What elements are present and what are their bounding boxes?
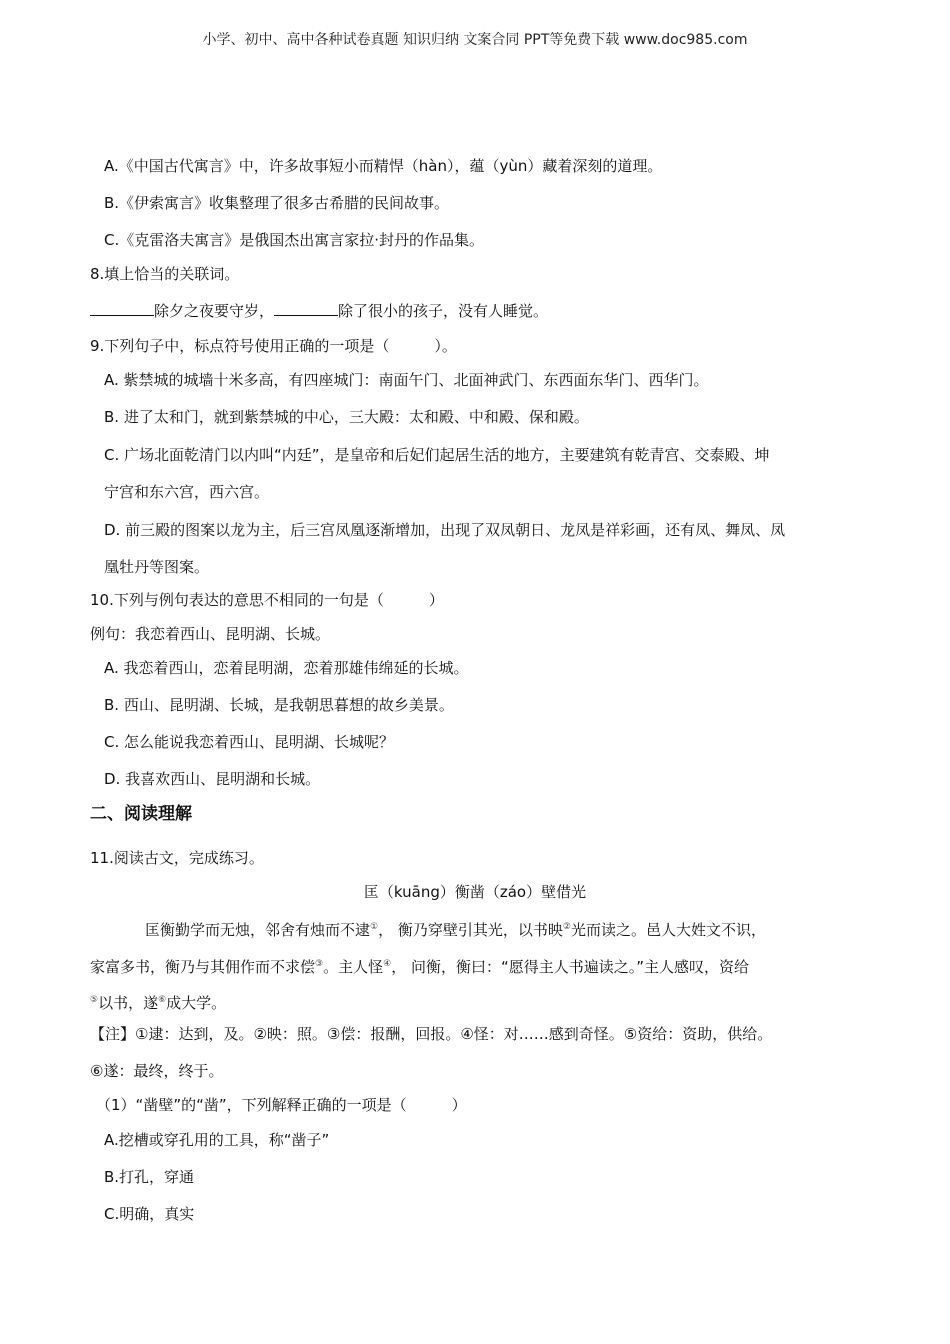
q8-title: 8.填上恰当的关联词。 [90,265,240,283]
q8-sentence [90,301,548,321]
notes-line-2: ⑥遂：最终，终于。 [90,1062,224,1080]
passage-line-3 [90,990,226,1013]
footnote-mark: ① [370,922,379,932]
page-header: 小学、初中、高中各种试卷真题 知识归纳 文案合同 PPT等免费下载 www.doc985.com [202,32,748,48]
q10-title: 10.下列与例句表达的意思不相同的一句是（ ） [90,591,444,609]
passage-text: 家富多书，衡乃与其佣作而不求偿 [90,958,316,976]
q10-option-c: C. 怎么能说我恋着西山、昆明湖、长城呢？ [104,733,395,751]
sub1-option-c: C.明确，真实 [104,1205,195,1223]
q7-option-b: B.《伊索寓言》收集整理了很多古希腊的民间故事。 [104,194,450,212]
q9-option-d: D. 前三殿的图案以龙为主，后三宫凤凰逐渐增加，出现了双凤朝日、龙凤是祥彩画，还有凤、舞凤、凤 [104,521,786,539]
footnote-mark: ⑥ [158,995,167,1005]
q10-example: 例句：我恋着西山、昆明湖、长城。 [90,625,331,643]
q7-option-c: C.《克雷洛夫寓言》是俄国杰出寓言家拉·封丹的作品集。 [104,231,485,249]
q9-option-c: C. 广场北面乾清门以内叫“内廷”，是皇帝和后妃们起居生活的地方，主要建筑有乾青宫、交泰殿、坤 [104,446,770,464]
q10-option-d: D. 我喜欢西山、昆明湖和长城。 [104,770,321,788]
passage-line-2 [90,954,749,977]
passage-text: 成大学。 [166,994,227,1012]
q9-option-c-cont: 宁宫和东六宫，西六宫。 [104,483,270,501]
notes-line-1: 【注】①逮：达到，及。②映：照。③偿：报酬，回报。④怪：对……感到奇怪。⑤资给：资助，供给。 [90,1025,773,1043]
q9-title: 9.下列句子中，标点符号使用正确的一项是（ ）。 [90,337,457,355]
passage-text: 匡衡勤学而无烛，邻舍有烛而不逮 [145,921,371,939]
passage-text: 光而读之。邑人大姓文不识， [570,921,766,939]
q7-option-a: A.《中国古代寓言》中，许多故事短小而精悍（hàn），蕴（yùn）藏着深刻的道理。 [104,157,663,175]
answer-blank[interactable] [90,301,154,316]
footnote-mark: ③ [315,959,324,969]
sub1-option-a: A.挖槽或穿孔用的工具，称“凿子” [104,1131,330,1149]
passage-text: 以书，遂 [98,994,159,1012]
sub1-option-b: B.打孔，穿通 [104,1168,195,1186]
section-heading: 二、阅读理解 [90,804,192,824]
footnote-mark: ② [562,922,571,932]
answer-blank[interactable] [274,301,338,316]
footnote-mark: ④ [383,959,392,969]
q9-option-a: A. 紫禁城的城墙十米多高，有四座城门：南面午门、北面神武门、东西面东华门、西华门。 [104,371,709,389]
q9-option-b: B. 进了太和门，就到紫禁城的中心，三大殿：太和殿、中和殿、保和殿。 [104,408,589,426]
passage-text: ， 衡乃穿壁引其光，以书映 [378,921,563,939]
q9-option-d-cont: 凰牡丹等图案。 [104,558,210,576]
q11-title: 11.阅读古文，完成练习。 [90,849,264,867]
q10-option-a: A. 我恋着西山，恋着昆明湖，恋着那雄伟绵延的长城。 [104,659,469,677]
q10-option-b: B. 西山、昆明湖、长城，是我朝思暮想的故乡美景。 [104,696,454,714]
q8-part2: 除了很小的孩子，没有人睡觉。 [338,302,549,320]
footnote-mark: ⑤ [90,995,99,1005]
passage-text: 。主人怪 [323,958,384,976]
sub-question-1: （1）“凿壁”的“凿”，下列解释正确的一项是（ ） [96,1096,467,1114]
passage-line-1 [145,917,766,940]
passage-title: 匡（kuāng）衡凿（záo）壁借光 [363,883,587,901]
q8-part1: 除夕之夜要守岁， [154,302,275,320]
passage-text: ， 问衡，衡曰：“愿得主人书遍读之。”主人感叹，资给 [391,958,749,976]
